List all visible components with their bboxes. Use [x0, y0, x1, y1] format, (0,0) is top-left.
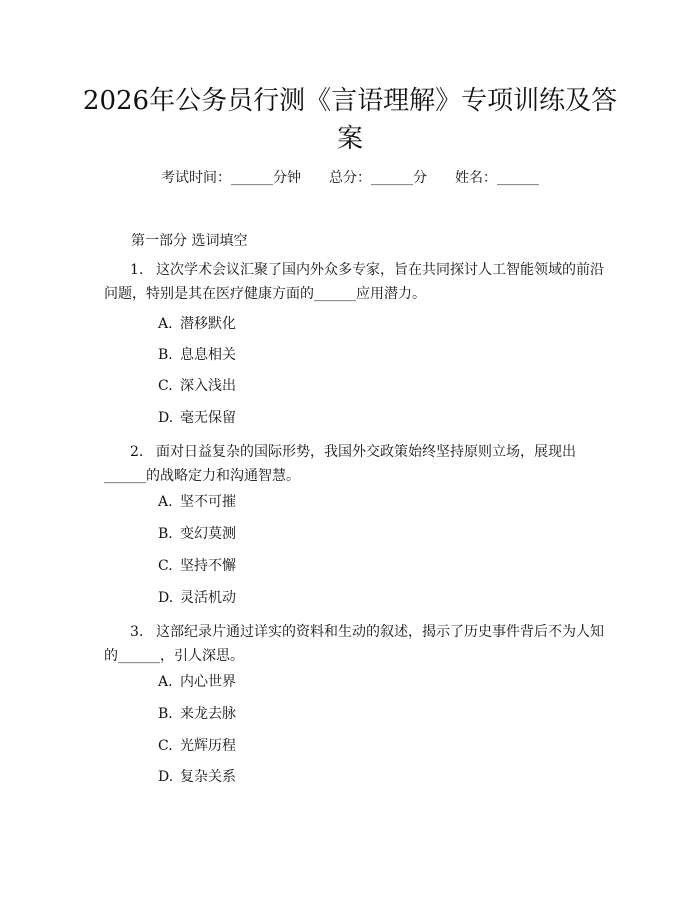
question-1-option-c	[158, 376, 236, 396]
total-score-label: 总分：______分	[329, 170, 427, 186]
option-letter: D.	[158, 590, 174, 606]
option-text: 深入浅出	[180, 378, 236, 394]
question-2-option-d	[158, 588, 236, 608]
question-2-option-b	[158, 524, 236, 544]
question-3	[104, 620, 604, 668]
option-text: 息息相关	[180, 347, 236, 363]
option-text: 内心世界	[180, 674, 236, 690]
option-text: 灵活机动	[180, 590, 236, 606]
question-3-option-a	[158, 672, 236, 692]
question-1-option-d	[158, 408, 236, 428]
option-text: 毫无保留	[180, 410, 236, 426]
question-1-number: 1.	[130, 262, 144, 278]
question-2-text: 面对日益复杂的国际形势，我国外交政策始终坚持原则立场，展现出______的战略定力和沟通智慧。	[104, 444, 576, 484]
question-3-option-b	[158, 704, 236, 724]
question-2-option-a	[158, 492, 236, 512]
student-name-label: 姓名：______	[455, 170, 539, 186]
option-letter: C.	[158, 378, 173, 394]
option-text: 坚不可摧	[180, 494, 236, 510]
option-text: 坚持不懈	[180, 558, 236, 574]
question-1-option-a	[158, 314, 236, 334]
option-letter: D.	[158, 769, 174, 785]
document-title: 2026年公务员行测《言语理解》专项训练及答案	[82, 86, 618, 154]
option-text: 光辉历程	[180, 738, 236, 754]
question-2	[104, 440, 604, 488]
question-3-text: 这部纪录片通过详实的资料和生动的叙述，揭示了历史事件背后不为人知的______，引人深思。	[104, 624, 604, 664]
question-3-option-d	[158, 767, 236, 787]
option-text: 来龙去脉	[180, 706, 236, 722]
question-1-option-b	[158, 345, 236, 365]
question-1-text: 这次学术会议汇聚了国内外众多专家，旨在共同探讨人工智能领域的前沿问题，特别是其在医疗健康方面的______应用潜力。	[104, 262, 604, 302]
section-heading: 第一部分 选词填空	[131, 233, 248, 249]
option-letter: B.	[158, 347, 173, 363]
option-text: 变幻莫测	[180, 526, 236, 542]
option-text: 复杂关系	[180, 769, 236, 785]
option-letter: B.	[158, 706, 173, 722]
option-letter: A.	[158, 494, 173, 510]
question-3-option-c	[158, 736, 236, 756]
question-2-option-c	[158, 556, 236, 576]
option-letter: A.	[158, 316, 173, 332]
option-text: 潜移默化	[180, 316, 236, 332]
option-letter: A.	[158, 674, 173, 690]
option-letter: C.	[158, 738, 173, 754]
question-3-number: 3.	[130, 624, 144, 640]
option-letter: B.	[158, 526, 173, 542]
exam-info-line	[0, 168, 700, 188]
question-2-number: 2.	[130, 444, 144, 460]
option-letter: D.	[158, 410, 174, 426]
option-letter: C.	[158, 558, 173, 574]
question-1	[104, 258, 604, 306]
exam-time-label: 考试时间：______分钟	[161, 170, 301, 186]
